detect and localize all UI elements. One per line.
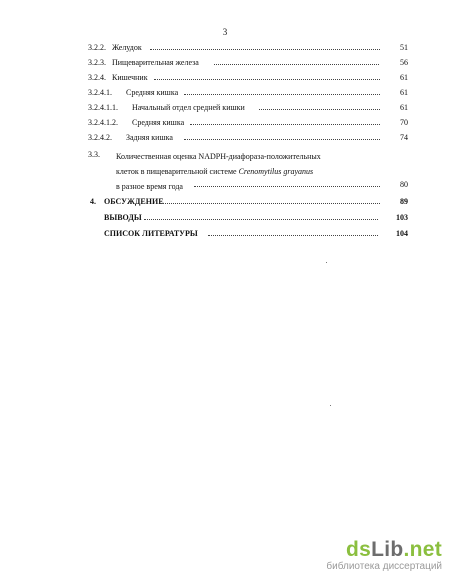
toc-entry-title: Средняя кишка <box>132 118 185 127</box>
toc-entry-number: 3.2.4. <box>88 73 106 82</box>
logo-part: .net <box>403 538 442 561</box>
logo-part: Lib <box>371 538 404 561</box>
toc-entry-title-text: клеток в пищеварительной системе <box>116 167 239 176</box>
toc-leader-dots <box>184 94 380 95</box>
toc-leader-dots <box>208 235 378 236</box>
toc-entry-number: 3.2.2. <box>88 43 106 52</box>
toc-leader-dots <box>190 124 380 125</box>
toc-entry-title: Начальный отдел средней кишки <box>132 103 245 112</box>
scan-speck <box>330 405 331 406</box>
toc-entry-title: ВЫВОДЫ <box>104 213 142 222</box>
toc-entry-number: 4. <box>90 197 96 206</box>
toc-entry-title: Средняя кишка <box>126 88 179 97</box>
toc-entry-number: 3.2.4.1.2. <box>88 118 118 127</box>
toc-leader-dots <box>144 219 378 220</box>
toc-entry-page: 103 <box>396 213 408 222</box>
toc-leader-dots <box>184 139 380 140</box>
toc-entry-title: Пищеварительная железа <box>112 58 199 67</box>
toc-entry-number: 3.2.4.1. <box>88 88 112 97</box>
toc-leader-dots <box>214 64 379 65</box>
toc-entry-title: Желудок <box>112 43 142 52</box>
logo-part: ds <box>345 538 372 561</box>
toc-entry-number: 3.3. <box>88 150 100 159</box>
toc-entry-number: 3.2.4.2. <box>88 133 112 142</box>
watermark <box>326 539 442 573</box>
toc-entry-page: 51 <box>400 43 408 52</box>
toc-leader-dots <box>160 203 380 204</box>
toc-entry-page: 80 <box>400 180 408 189</box>
toc-leader-dots <box>154 79 380 80</box>
toc-entry-page: 74 <box>400 133 408 142</box>
watermark-subtitle: библиотека диссертаций <box>326 561 442 572</box>
toc-entry-page: 61 <box>400 73 408 82</box>
toc-entry-page: 61 <box>400 88 408 97</box>
toc-entry-title-line: в разное время года <box>116 182 183 191</box>
species-name: Crenomytilus grayanus <box>238 167 314 176</box>
toc-leader-dots <box>259 109 380 110</box>
toc-entry-number: 3.2.3. <box>88 58 106 67</box>
dslib-logo <box>326 539 442 561</box>
toc-entry-title-line: Количественная оценка NADPH-диафораза-положительных <box>116 152 321 161</box>
toc-leader-dots <box>194 186 380 187</box>
toc-leader-dots <box>150 49 380 50</box>
toc-entry-title: ОБСУЖДЕНИЕ <box>104 197 164 206</box>
toc-entry-page: 56 <box>400 58 408 67</box>
toc-entry-title-line <box>116 164 313 179</box>
toc-entry-title: СПИСОК ЛИТЕРАТУРЫ <box>104 229 198 238</box>
toc-entry-page: 104 <box>396 229 408 238</box>
toc-entry-number: 3.2.4.1.1. <box>88 103 118 112</box>
toc-entry-title: Задняя кишка <box>126 133 173 142</box>
toc-entry-page: 89 <box>400 197 408 206</box>
toc-entry-title: Кишечник <box>112 73 148 82</box>
scan-speck <box>326 262 327 263</box>
toc-entry-page: 70 <box>400 118 408 127</box>
page-number: 3 <box>222 27 228 37</box>
toc-entry-page: 61 <box>400 103 408 112</box>
